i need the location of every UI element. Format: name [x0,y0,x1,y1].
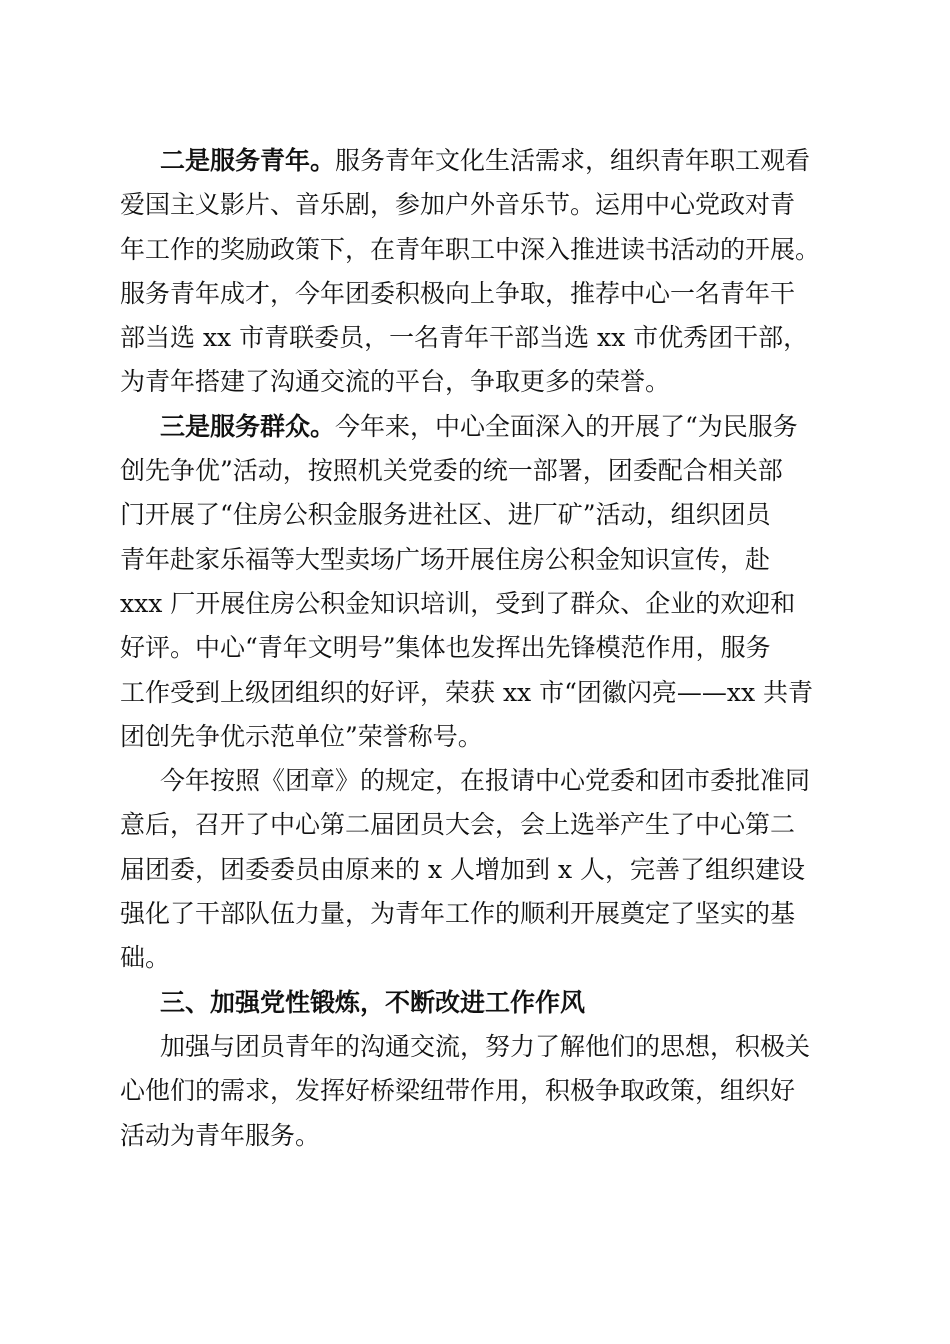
paragraph-service-public-lead: 三是服务群众。 [160,411,336,441]
paragraph-text: 创先争优”活动，按照机关党委的统一部署，团委配合相关部 [120,456,783,486]
paragraph-text: 服务青年成才，今年团委积极向上争取，推荐中心一名青年干 [120,278,796,308]
paragraph-text: 活动为青年服务。 [120,1120,321,1150]
paragraph-text: 年工作的奖励政策下，在青年职工中深入推进读书活动的开展。 [120,234,821,264]
paragraph-text: 门开展了“住房公积金服务进社区、进厂矿”活动，组织团员 [120,500,771,530]
paragraph-text: 好评。中心“青年文明号”集体也发挥出先锋模范作用，服务 [120,633,771,663]
section-heading: 三、加强党性锻炼，不断改进工作作风 [160,987,586,1017]
paragraph-text: 强化了干部队伍力量，为青年工作的顺利开展奠定了坚实的基 [120,899,796,929]
paragraph-text: 为青年搭建了沟通交流的平台，争取更多的荣誉。 [120,367,671,397]
paragraph-text: 团创先争优示范单位”荣誉称号。 [120,721,483,751]
paragraph-text: 工作受到上级团组织的好评，荣获 xx 市“团徽闪亮——xx 共青 [120,677,814,707]
paragraph-service-youth-line-1 [120,139,840,183]
paragraph-text: 今年来，中心全面深入的开展了“为民服务 [335,411,798,441]
paragraph-text: xxx 厂开展住房公积金知识培训，受到了群众、企业的欢迎和 [120,588,796,618]
paragraph-text: 届团委，团委委员由原来的 x 人增加到 x 人，完善了组织建设 [120,854,805,884]
paragraph-text: 青年赴家乐福等大型卖场广场开展住房公积金知识宣传，赴 [120,544,771,574]
paragraph-text: 部当选 xx 市青联委员，一名青年干部当选 xx 市优秀团干部， [120,323,809,353]
paragraph-text: 爱国主义影片、音乐剧，参加户外音乐节。运用中心党政对青 [120,190,796,220]
paragraph-service-public-line-1 [120,405,840,449]
document-body [120,139,840,1158]
paragraph-text: 加强与团员青年的沟通交流，努力了解他们的思想，积极关 [160,1031,811,1061]
paragraph-text: 今年按照《团章》的规定，在报请中心党委和团市委批准同 [160,766,811,796]
paragraph-service-youth-lead: 二是服务青年。 [160,146,336,175]
paragraph-text: 服务青年文化生活需求，组织青年职工观看 [335,146,811,175]
paragraph-text: 心他们的需求，发挥好桥梁纽带作用，积极争取政策，组织好 [120,1076,796,1106]
paragraph-text: 意后，召开了中心第二届团员大会，会上选举产生了中心第二 [120,810,796,840]
paragraph-text: 础。 [120,943,171,973]
